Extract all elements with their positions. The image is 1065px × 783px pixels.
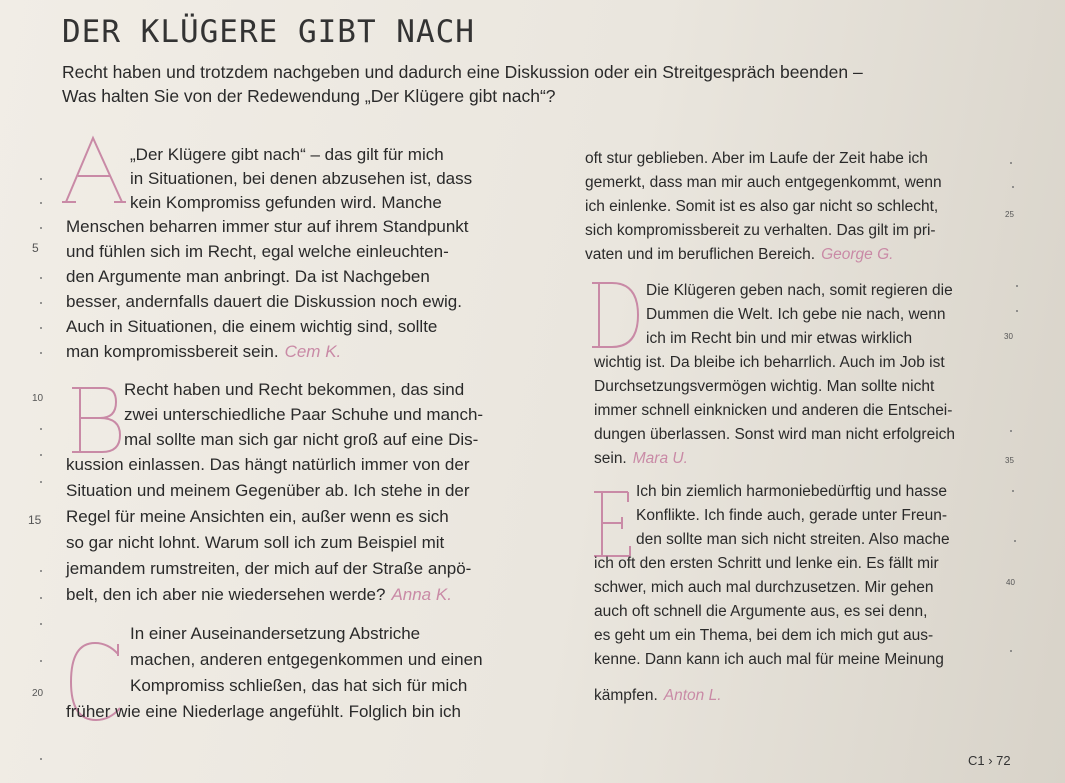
dropcap-a-icon	[62, 134, 126, 206]
line-dot	[40, 758, 42, 760]
line-dot	[40, 660, 42, 662]
line-dot	[40, 597, 42, 599]
dropcap-e-icon	[592, 490, 634, 558]
author-anna: Anna K.	[391, 585, 452, 604]
section-c-line	[585, 243, 893, 267]
line-number: 35	[1005, 456, 1014, 465]
line-dot	[1016, 285, 1018, 287]
section-d-line: ich im Recht bin und mir etwas wirklich	[646, 330, 913, 347]
section-b-line	[66, 583, 452, 607]
line-dot	[1010, 430, 1012, 432]
section-c-line: ich einlenke. Somit ist es also gar nicht so schlecht,	[585, 198, 939, 215]
section-c-line: sich kompromissbereit zu verhalten. Das gilt im pri-	[585, 222, 936, 239]
section-e-line: den sollte man sich nicht streiten. Also mache	[636, 531, 950, 548]
author-cem: Cem K.	[284, 342, 342, 361]
section-e-line: ich oft den ersten Schritt und lenke ein. Es fällt mir	[594, 555, 939, 572]
section-d-line	[594, 447, 688, 471]
section-b-line: kussion einlassen. Das hängt natürlich immer von der	[66, 455, 470, 474]
line-dot	[40, 352, 42, 354]
page-title: DER KLÜGERE GIBT NACH	[62, 14, 475, 50]
section-a-line: „Der Klügere gibt nach“ – das gilt für mich	[130, 145, 444, 164]
line-dot	[40, 454, 42, 456]
section-a-line	[66, 340, 341, 364]
section-c-line: Kompromiss schließen, das hat sich für mich	[130, 676, 468, 695]
line-dot	[1010, 162, 1012, 164]
intro-line: Was halten Sie von der Redewendung „Der Klügere gibt nach“?	[62, 86, 556, 106]
section-e-line-text: kämpfen.	[594, 687, 658, 704]
line-dot	[1012, 186, 1014, 188]
section-d-line: immer schnell einknicken und anderen die Entschei-	[594, 402, 953, 419]
section-a-line: den Argumente man anbringt. Da ist Nachgeben	[66, 267, 430, 286]
section-a-line: besser, andernfalls dauert die Diskussion noch ewig.	[66, 292, 462, 311]
dropcap-b-icon	[70, 386, 122, 454]
section-e-line: Konflikte. Ich finde auch, gerade unter Freun-	[636, 507, 948, 524]
section-b-line: jemandem rumstreiten, der mich auf der Straße anpö-	[66, 559, 472, 578]
section-e-line: schwer, mich auch mal durchzusetzen. Mir gehen	[594, 579, 934, 596]
section-d-line: Dummen die Welt. Ich gebe nie nach, wenn	[646, 306, 946, 323]
line-dot	[1010, 650, 1012, 652]
section-c-line: machen, anderen entgegenkommen und einen	[130, 650, 483, 669]
page-number: C1 › 72	[968, 753, 1011, 768]
line-dot	[40, 623, 42, 625]
line-dot	[40, 481, 42, 483]
line-dot	[1016, 310, 1018, 312]
section-b-line: zwei unterschiedliche Paar Schuhe und manch-	[124, 405, 484, 424]
line-dot	[40, 428, 42, 430]
section-e-line: Ich bin ziemlich harmoniebedürftig und hasse	[636, 483, 948, 500]
section-d-line-text: sein.	[594, 450, 627, 467]
section-a-line-text: man kompromissbereit sein.	[66, 342, 279, 361]
section-b-line: Recht haben und Recht bekommen, das sind	[124, 380, 465, 399]
section-a-line: und fühlen sich im Recht, egal welche einleuchten-	[66, 242, 449, 261]
section-c-line: gemerkt, dass man mir auch entgegenkommt, wenn	[585, 174, 942, 191]
author-george: George G.	[821, 246, 894, 263]
author-mara: Mara U.	[632, 450, 688, 467]
line-number: 15	[28, 513, 42, 527]
line-dot	[1012, 490, 1014, 492]
line-dot	[40, 570, 42, 572]
section-d-line: wichtig ist. Da bleibe ich beharrlich. Auch im Job ist	[594, 354, 945, 371]
section-d-line: dungen überlassen. Sonst wird man nicht erfolgreich	[594, 426, 956, 443]
line-dot	[40, 227, 42, 229]
dropcap-d-icon	[590, 281, 642, 349]
line-number: 5	[32, 241, 39, 255]
section-b-line: so gar nicht lohnt. Warum soll ich zum Beispiel mit	[66, 533, 445, 552]
section-e-line: auch oft schnell die Argumente aus, es sei denn,	[594, 603, 928, 620]
intro-line: Recht haben und trotzdem nachgeben und dadurch eine Diskussion oder ein Streitgespräch beenden –	[62, 62, 863, 82]
section-a-line: Auch in Situationen, die einem wichtig sind, sollte	[66, 317, 438, 336]
line-dot	[40, 302, 42, 304]
section-a-line: in Situationen, bei denen abzusehen ist, dass	[130, 169, 473, 188]
section-c-line: In einer Auseinandersetzung Abstriche	[130, 624, 421, 643]
section-d-line: Die Klügeren geben nach, somit regieren die	[646, 282, 953, 299]
section-e-line	[594, 684, 722, 708]
section-e-line: kenne. Dann kann ich auch mal für meine Meinung	[594, 651, 944, 668]
section-b-line-text: belt, den ich aber nie wiedersehen werde?	[66, 585, 386, 604]
section-c-line: oft stur geblieben. Aber im Laufe der Zeit habe ich	[585, 150, 928, 167]
section-b-line: Situation und meinem Gegenüber ab. Ich stehe in der	[66, 481, 470, 500]
section-d-line: Durchsetzungsvermögen wichtig. Man sollte nicht	[594, 378, 935, 395]
section-c-line-text: vaten und im beruflichen Bereich.	[585, 246, 816, 263]
line-dot	[1014, 540, 1016, 542]
section-c-line: früher wie eine Niederlage angefühlt. Folglich bin ich	[66, 702, 462, 721]
intro-text	[62, 60, 962, 108]
line-dot	[40, 277, 42, 279]
line-dot	[40, 202, 42, 204]
line-number: 40	[1006, 578, 1015, 587]
section-b-line: Regel für meine Ansichten ein, außer wenn es sich	[66, 507, 449, 526]
section-b-line: mal sollte man sich gar nicht groß auf eine Dis-	[124, 430, 479, 449]
line-number: 30	[1004, 332, 1013, 341]
section-a-line: Menschen beharren immer stur auf ihrem Standpunkt	[66, 217, 469, 236]
section-a-line: kein Kompromiss gefunden wird. Manche	[130, 193, 442, 212]
author-anton: Anton L.	[663, 687, 722, 704]
line-number: 10	[32, 393, 44, 404]
line-number: 25	[1005, 210, 1014, 219]
line-number: 20	[32, 688, 44, 699]
section-e-line: es geht um ein Thema, bei dem ich mich gut aus-	[594, 627, 934, 644]
line-dot	[40, 327, 42, 329]
line-dot	[40, 178, 42, 180]
